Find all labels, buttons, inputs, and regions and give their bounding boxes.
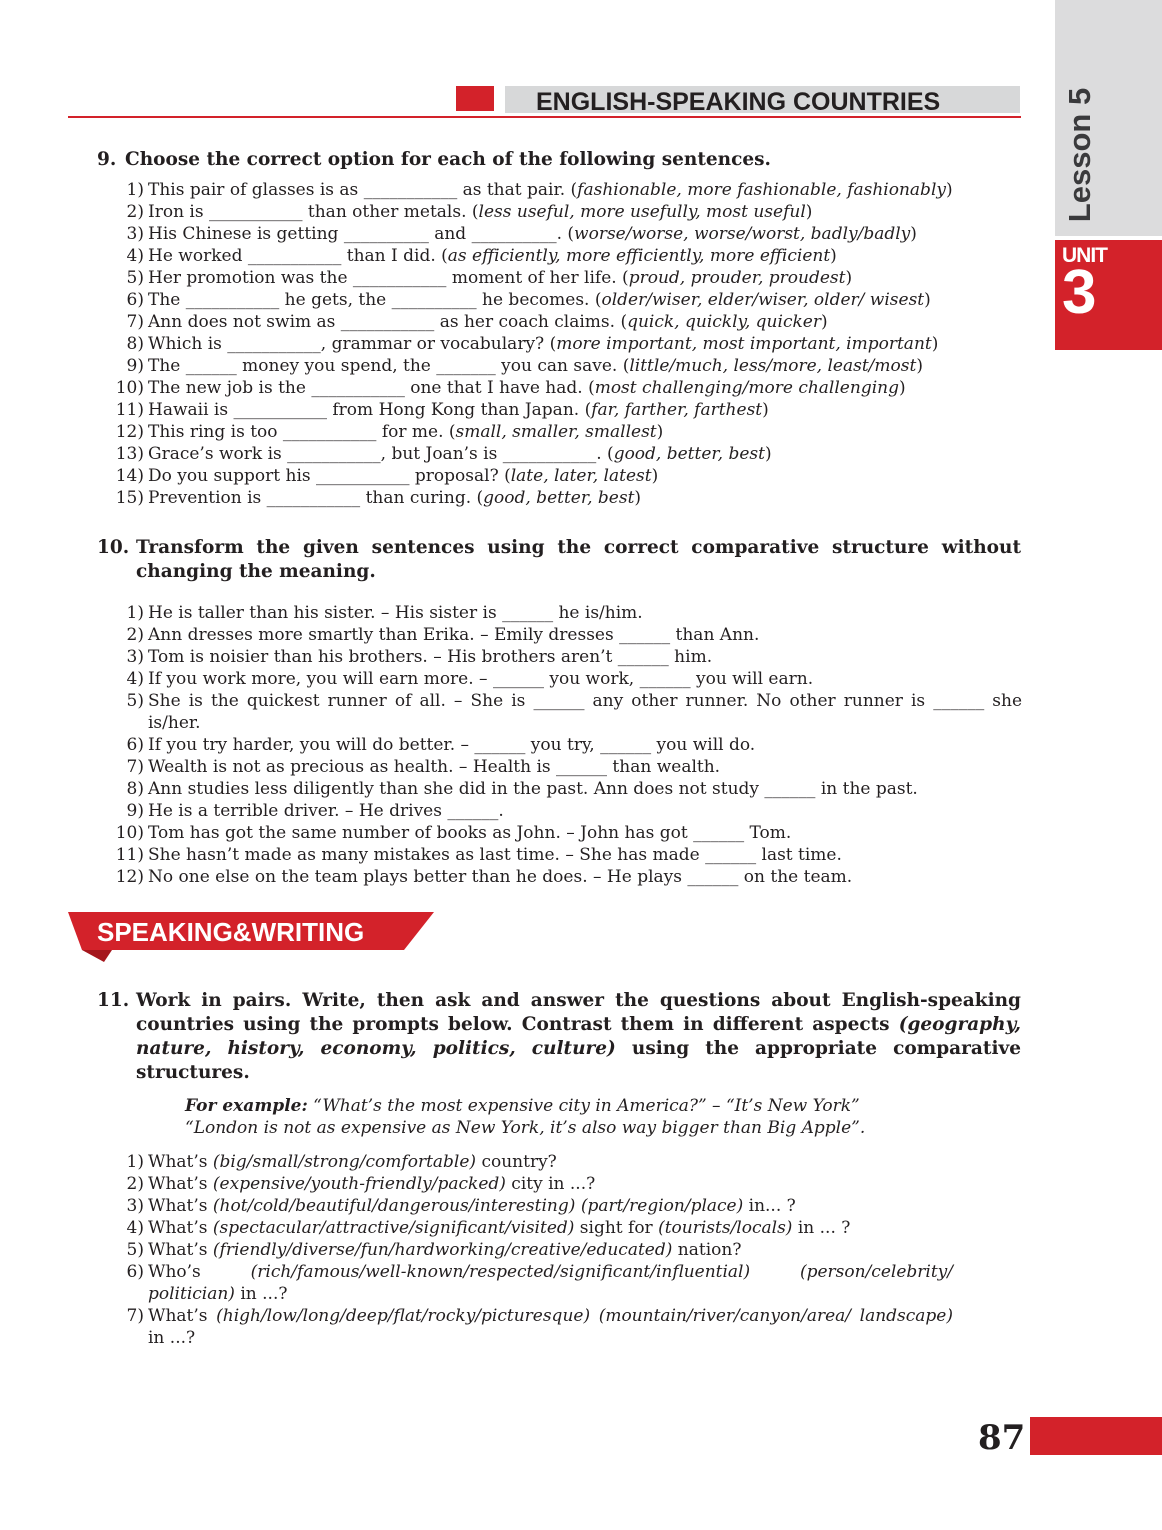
item-number: 1) — [126, 603, 144, 623]
item-number: 9) — [126, 801, 144, 821]
list-item — [112, 289, 1022, 311]
paren: ) — [634, 488, 642, 508]
options: less useful, more usefully, most useful — [478, 202, 806, 222]
paren: ) — [656, 422, 664, 442]
item-number: 2) — [126, 202, 144, 222]
exercise-9-instruction: 9. Choose the correct option for each of the following sentences. — [97, 149, 771, 170]
paren: ) — [924, 290, 931, 310]
prompt-options-2: (person/celebrity/ politician) — [148, 1262, 953, 1304]
item-number: 4) — [126, 669, 144, 689]
list-item — [112, 646, 1022, 668]
sentence: Do you support his ___________ proposal? ( — [148, 466, 511, 486]
options: far, farther, farthest — [591, 400, 763, 420]
item-text — [148, 399, 1022, 421]
sentence: He worked ___________ than I did. ( — [148, 246, 448, 266]
list-item — [112, 465, 1022, 487]
item-number: 13) — [115, 444, 144, 464]
prompt-options: (hot/cold/beautiful/dangerous/interesting) — [212, 1196, 576, 1216]
item-number: 2) — [126, 1174, 144, 1194]
prompt-options-2: (mountain/river/canyon/area/ landscape) — [598, 1306, 953, 1326]
prompt-options-2: (part/region/place) — [580, 1196, 744, 1216]
item-text: She hasn’t made as many mistakes as last time. – She has made ______ last time. — [148, 845, 842, 865]
sentence: Which is ___________, grammar or vocabulary? ( — [148, 334, 557, 354]
item-text — [148, 1217, 1022, 1239]
item-text — [148, 245, 1022, 267]
exercise-10-instruction: 10. Transform the given sentences using the correct comparative structure without changing the meaning. — [97, 537, 1021, 582]
prompt-options: (spectacular/attractive/significant/visited) — [212, 1218, 575, 1238]
item-number: 11) — [115, 400, 144, 420]
list-item — [112, 223, 1022, 245]
item-text: Wealth is not as precious as health. – Health is ______ than wealth. — [148, 757, 721, 777]
question-start: What’s — [148, 1152, 213, 1172]
item-number: 12) — [115, 867, 144, 887]
item-text — [148, 355, 1022, 377]
question-middle: sight for — [574, 1218, 659, 1238]
options: more important, most important, important — [556, 334, 932, 354]
item-text: He is taller than his sister. – His sister is ______ he is/him. — [148, 603, 643, 623]
item-text: If you try harder, you will do better. – ______ you try, ______ you will do. — [148, 735, 756, 755]
exercise-10-list — [112, 602, 1022, 888]
sentence: Her promotion was the ___________ moment of her life. ( — [148, 268, 629, 288]
item-number: 1) — [126, 1152, 144, 1172]
header-rule — [68, 116, 1021, 118]
options: little/much, less/more, least/most — [629, 356, 917, 376]
exercise-11-instruction: 11. Work in pairs. Write, then ask and answer the questions about English-speaking countries using the prompts below. Contrast them in different aspects (geography, nature, history, economy, politics, culture) using the appropriate comparative structures. — [97, 990, 1021, 1083]
list-item — [112, 778, 1022, 800]
item-number: 3) — [126, 224, 144, 244]
exercise-11-list — [112, 1151, 1022, 1349]
prompt-options: (big/small/strong/comfortable) — [212, 1152, 477, 1172]
item-number: 6) — [126, 735, 144, 755]
item-number: 3) — [126, 647, 144, 667]
item-number: 4) — [126, 1218, 144, 1238]
lesson-label: Lesson 5 — [1062, 87, 1097, 223]
list-item — [112, 866, 1022, 888]
item-text — [148, 465, 1022, 487]
item-text — [148, 311, 1022, 333]
exercise-9-list — [112, 179, 1022, 509]
item-text — [148, 443, 1022, 465]
list-item — [112, 377, 1022, 399]
item-text — [148, 377, 1022, 399]
list-item — [112, 201, 1022, 223]
item-text — [148, 223, 1022, 245]
options: quick, quickly, quicker — [627, 312, 821, 332]
paren: ) — [910, 224, 917, 244]
paren: ) — [820, 312, 828, 332]
prompt-options: (high/low/long/deep/flat/rocky/picturesque) — [216, 1306, 591, 1326]
item-text: He is a terrible driver. – He drives ______. — [148, 801, 504, 821]
question-start: What’s — [148, 1196, 213, 1216]
options: most challenging/more challenging — [594, 378, 899, 398]
prompt-options: (rich/famous/well-known/respected/significant/influential) — [250, 1262, 751, 1282]
item-number: 11) — [115, 845, 144, 865]
list-item — [112, 245, 1022, 267]
item-text — [148, 1195, 1022, 1217]
item-text — [148, 1305, 953, 1349]
list-item — [112, 822, 1022, 844]
sentence: The ___________ he gets, the __________ he becomes. ( — [148, 290, 602, 310]
item-number: 5) — [126, 268, 144, 288]
item-text — [148, 421, 1022, 443]
list-item — [112, 399, 1022, 421]
item-text — [148, 1261, 953, 1305]
question-end: in... ? — [743, 1196, 796, 1216]
paren: ) — [764, 444, 772, 464]
sentence: Prevention is ___________ than curing. ( — [148, 488, 484, 508]
paren: ) — [845, 268, 853, 288]
item-text — [148, 487, 1022, 509]
item-number: 9) — [126, 356, 144, 376]
item-number: 10) — [115, 378, 144, 398]
item-number: 5) — [126, 691, 144, 711]
item-number: 12) — [115, 422, 144, 442]
question-start: What’s — [148, 1306, 217, 1326]
sentence: Iron is ___________ than other metals. ( — [148, 202, 479, 222]
list-item — [112, 1239, 1022, 1261]
options: good, better, best — [613, 444, 765, 464]
sentence: Grace’s work is ___________, but Joan’s is ___________. ( — [148, 444, 614, 464]
prompt-options-2: (tourists/locals) — [658, 1218, 793, 1238]
item-text — [148, 1173, 1022, 1195]
paren: ) — [830, 246, 837, 266]
sentence: This ring is too ___________ for me. ( — [148, 422, 456, 442]
speaking-writing-title: SPEAKING&WRITING — [97, 917, 365, 947]
paren: ) — [898, 378, 906, 398]
list-item — [112, 333, 1022, 355]
exercise-11-example: For example: “What’s the most expensive city in America?” – “It’s New York” “London is not as expensive as New York, it’s also way bigger than Big Apple”. — [185, 1096, 866, 1138]
list-item — [112, 355, 1022, 377]
item-text — [148, 201, 1022, 223]
item-number: 10) — [115, 823, 144, 843]
list-item — [112, 267, 1022, 289]
item-number: 2) — [126, 625, 144, 645]
item-text: If you work more, you will earn more. – ______ you work, ______ you will earn. — [148, 669, 814, 689]
item-number: 15) — [115, 488, 144, 508]
question-end: in ...? — [148, 1328, 196, 1348]
sentence: The new job is the ___________ one that I have had. ( — [148, 378, 595, 398]
question-end: in ...? — [234, 1284, 288, 1304]
item-text — [148, 333, 1022, 355]
options: small, smaller, smallest — [455, 422, 657, 442]
list-item — [112, 1305, 1022, 1349]
list-item — [112, 624, 1022, 646]
list-item — [112, 756, 1022, 778]
list-item — [112, 311, 1022, 333]
item-number: 6) — [126, 1262, 144, 1282]
paren: ) — [916, 356, 923, 376]
unit-label: UNIT — [1062, 244, 1107, 267]
sentence: This pair of glasses is as ___________ as that pair. ( — [148, 180, 578, 200]
list-item — [112, 1173, 1022, 1195]
sentence: His Chinese is getting __________ and __________. ( — [148, 224, 575, 244]
item-number: 3) — [126, 1196, 144, 1216]
list-item — [112, 690, 1022, 734]
options: worse/worse, worse/worst, badly/badly — [574, 224, 911, 244]
sentence: The ______ money you spend, the _______ you can save. ( — [148, 356, 630, 376]
item-text — [148, 1239, 1022, 1261]
options: good, better, best — [483, 488, 635, 508]
question-start: What’s — [148, 1240, 213, 1260]
list-item — [112, 421, 1022, 443]
item-text — [148, 267, 1022, 289]
list-item — [112, 1195, 1022, 1217]
list-item — [112, 602, 1022, 624]
page-number: 87 — [978, 1418, 1026, 1458]
item-number: 8) — [126, 334, 144, 354]
list-item — [112, 668, 1022, 690]
sentence: Hawaii is ___________ from Hong Kong than Japan. ( — [148, 400, 592, 420]
page-title: ENGLISH-SPEAKING COUNTRIES — [536, 88, 941, 116]
question-start: What’s — [148, 1174, 213, 1194]
question-start: What’s — [148, 1218, 213, 1238]
options: as efficiently, more efficiently, more efficient — [447, 246, 831, 266]
question-middle: city in ...? — [505, 1174, 596, 1194]
options: fashionable, more fashionable, fashionably — [577, 180, 946, 200]
options: late, later, latest — [510, 466, 652, 486]
list-item — [112, 487, 1022, 509]
item-number: 6) — [126, 290, 144, 310]
question-middle: nation? — [672, 1240, 742, 1260]
paren: ) — [805, 202, 813, 222]
list-item — [112, 1151, 1022, 1173]
question-middle — [750, 1262, 800, 1282]
item-number: 7) — [126, 1306, 144, 1326]
unit-number: 3 — [1062, 258, 1097, 327]
list-item — [112, 443, 1022, 465]
item-number: 8) — [126, 779, 144, 799]
item-text — [148, 1151, 1022, 1173]
list-item — [112, 734, 1022, 756]
options: older/wiser, elder/wiser, older/ wisest — [601, 290, 925, 310]
item-number: 7) — [126, 312, 144, 332]
item-number: 7) — [126, 757, 144, 777]
paren: ) — [762, 400, 769, 420]
item-number: 5) — [126, 1240, 144, 1260]
question-middle — [590, 1306, 599, 1326]
paren: ) — [945, 180, 953, 200]
list-item — [112, 800, 1022, 822]
item-text — [148, 179, 1022, 201]
list-item — [112, 1261, 1022, 1305]
item-text: She is the quickest runner of all. – She is ______ any other runner. No other runner is ______ she is/her. — [148, 691, 1022, 733]
item-number: 1) — [126, 180, 144, 200]
item-text: Ann studies less diligently than she did in the past. Ann does not study ______ in the past. — [148, 779, 918, 799]
header-red-square — [456, 86, 494, 111]
prompt-options: (friendly/diverse/fun/hardworking/creative/educated) — [212, 1240, 673, 1260]
sentence: Ann does not swim as ___________ as her coach claims. ( — [148, 312, 628, 332]
item-text: Tom is noisier than his brothers. – His brothers aren’t ______ him. — [148, 647, 713, 667]
item-number: 14) — [115, 466, 144, 486]
paren: ) — [651, 466, 659, 486]
item-number: 4) — [126, 246, 144, 266]
question-middle: country? — [476, 1152, 557, 1172]
list-item — [112, 844, 1022, 866]
page-number-bar — [1030, 1417, 1162, 1455]
item-text: Ann dresses more smartly than Erika. – Emily dresses ______ than Ann. — [148, 625, 760, 645]
question-end: in ... ? — [792, 1218, 851, 1238]
paren: ) — [931, 334, 939, 354]
list-item — [112, 179, 1022, 201]
question-start: Who’s — [148, 1262, 251, 1282]
options: proud, prouder, proudest — [628, 268, 846, 288]
prompt-options: (expensive/youth-friendly/packed) — [212, 1174, 506, 1194]
item-text: Tom has got the same number of books as John. – John has got ______ Tom. — [148, 823, 792, 843]
item-text — [148, 289, 1022, 311]
list-item — [112, 1217, 1022, 1239]
item-text: No one else on the team plays better than he does. – He plays ______ on the team. — [148, 867, 853, 887]
